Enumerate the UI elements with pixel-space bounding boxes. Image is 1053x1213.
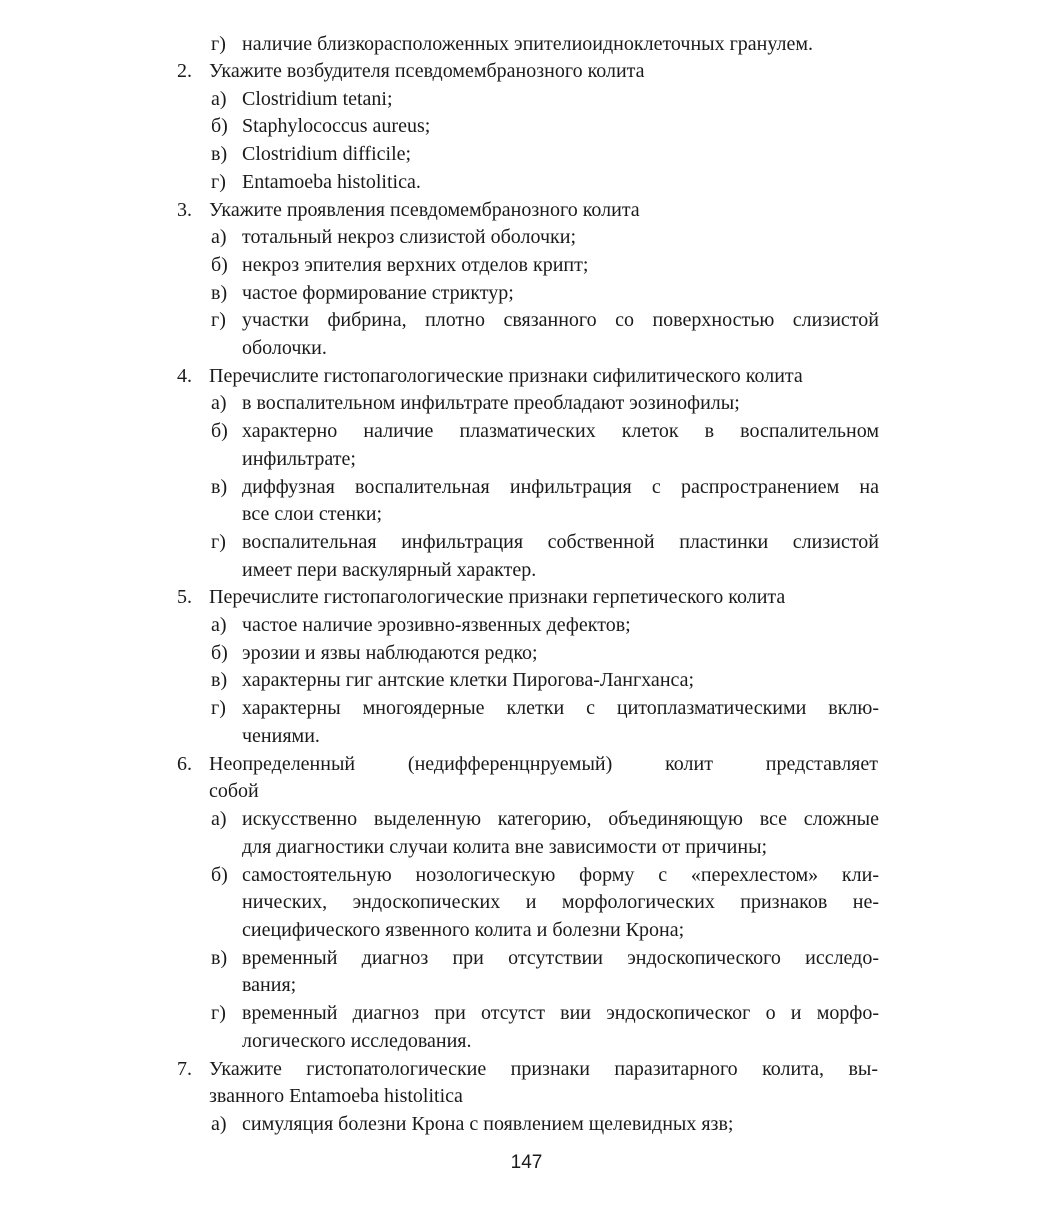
option-text: эрозии и язвы наблюдаются редко;	[242, 642, 538, 664]
option-text-continued: инфильтрате;	[242, 448, 356, 470]
option-text: характерно наличие плазматических клеток в воспалительном	[242, 420, 879, 442]
option-text: некроз эпителия верхних отделов крипт;	[242, 254, 589, 276]
question-number: 6.	[177, 753, 192, 775]
option-text-continued: логического исследования.	[242, 1030, 472, 1052]
option-letter: б)	[211, 115, 228, 137]
option-letter: а)	[211, 226, 227, 248]
question-number: 2.	[177, 60, 192, 82]
option-text-continued: для диагностики случаи колита вне зависимости от причины;	[242, 836, 768, 858]
option-letter: б)	[211, 420, 228, 442]
option-text: Clostridium difficile;	[242, 143, 412, 165]
option-text-continued: чениями.	[242, 725, 320, 747]
question-number: 5.	[177, 586, 192, 608]
option-text: воспалительная инфильтрация собственной пластинки слизистой	[242, 531, 879, 553]
option-text: диффузная воспалительная инфильтрация с распространением на	[242, 476, 879, 498]
question-text: Укажите гистопатологические признаки паразитарного колита, вы-	[209, 1058, 878, 1080]
option-text-continued: сиецифического язвенного колита и болезни Крона;	[242, 919, 685, 941]
option-text: наличие близкорасположенных эпителиоидноклеточных гранулем.	[242, 33, 814, 55]
option-text: временный диагноз при отсутст вии эндоскопическог о и морфо-	[242, 1002, 879, 1024]
question-text: Укажите проявления псевдомембранозного колита	[209, 199, 640, 221]
question-text: Укажите возбудителя псевдомембранозного колита	[209, 60, 645, 82]
option-text: Entamoeba histolitica.	[242, 171, 421, 193]
question-text: Перечислите гистопагологические признаки сифилитического колита	[209, 365, 803, 387]
question-text: Перечислите гистопагологические признаки герпетического колита	[209, 586, 786, 608]
option-text: в воспалительном инфильтрате преобладают эозинофилы;	[242, 392, 740, 414]
option-letter: б)	[211, 864, 228, 886]
option-letter: в)	[211, 476, 228, 498]
option-letter: в)	[211, 143, 228, 165]
option-letter: г)	[211, 531, 226, 553]
option-text: тотальный некроз слизистой оболочки;	[242, 226, 577, 248]
option-text: Clostridium tetani;	[242, 88, 393, 110]
option-text-continued: нических, эндоскопических и морфологических признаков не-	[242, 891, 879, 913]
option-letter: г)	[211, 33, 226, 55]
option-text-continued: все слои стенки;	[242, 503, 383, 525]
page-number: 147	[510, 1152, 543, 1173]
option-letter: в)	[211, 282, 228, 304]
option-letter: г)	[211, 1002, 226, 1024]
option-text: симуляция болезни Крона с появлением щелевидных язв;	[242, 1113, 734, 1135]
option-text: Staphylococcus aureus;	[242, 115, 431, 137]
option-text-continued: имеет пери васкулярный характер.	[242, 559, 537, 581]
option-letter: а)	[211, 1113, 227, 1135]
option-letter: в)	[211, 947, 228, 969]
option-letter: а)	[211, 392, 227, 414]
option-letter: г)	[211, 697, 226, 719]
option-letter: б)	[211, 642, 228, 664]
option-text: временный диагноз при отсутствии эндоскопического исследо-	[242, 947, 879, 969]
option-text: характерны многоядерные клетки с цитоплазматическими вклю-	[242, 697, 879, 719]
question-text-continued: званного Entamoeba histolitica	[209, 1085, 463, 1107]
option-text: искусственно выделенную категорию, объединяющую все сложные	[242, 808, 879, 830]
option-text: участки фибрина, плотно связанного со поверхностью слизистой	[242, 309, 879, 331]
option-letter: б)	[211, 254, 228, 276]
option-letter: г)	[211, 171, 226, 193]
question-number: 4.	[177, 365, 192, 387]
option-text: частое наличие эрозивно-язвенных дефектов;	[242, 614, 631, 636]
question-text: Неопределенный (недифференцнруемый) колит представляет	[209, 753, 878, 775]
option-text: частое формирование стриктур;	[242, 282, 514, 304]
option-text-continued: вания;	[242, 974, 297, 996]
option-text-continued: оболочки.	[242, 337, 327, 359]
question-number: 3.	[177, 199, 192, 221]
option-letter: г)	[211, 309, 226, 331]
option-letter: а)	[211, 614, 227, 636]
option-letter: а)	[211, 88, 227, 110]
option-letter: в)	[211, 669, 228, 691]
question-text-continued: собой	[209, 780, 259, 802]
option-letter: а)	[211, 808, 227, 830]
option-text: самостоятельную нозологическую форму с «перехлестом» кли-	[242, 864, 879, 886]
option-text: характерны гиг антские клетки Пирогова-Лангханса;	[242, 669, 695, 691]
question-number: 7.	[177, 1058, 192, 1080]
